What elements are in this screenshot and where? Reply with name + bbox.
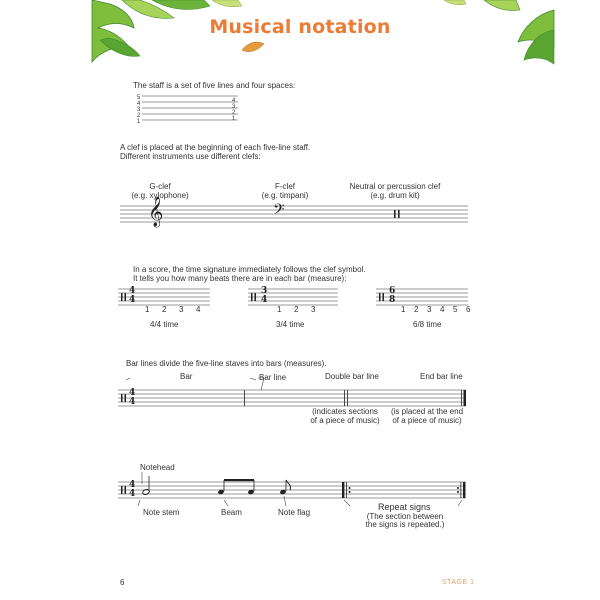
time-label-4-4: 4/4 time — [150, 320, 179, 329]
g-clef-name: G-clef — [149, 182, 171, 191]
beat-number: 2 — [414, 305, 419, 314]
time-signature-4-4: 4 4 — [129, 388, 136, 407]
bar-line-icon — [244, 390, 245, 406]
line-number: 5 — [137, 95, 141, 101]
end-bar-note-1: (is placed at the end — [390, 407, 464, 416]
beat-number: 6 — [466, 305, 471, 314]
repeat-note-1: (The section between — [366, 512, 444, 521]
beat-number: 4 — [196, 305, 201, 314]
line-number: 1 — [137, 119, 141, 125]
repeat-note-2: the signs is repeated.) — [365, 520, 445, 529]
staff-intro-text: The staff is a set of five lines and four spaces: — [133, 81, 296, 90]
beat-number: 1 — [277, 305, 282, 314]
beam-label: Beam — [221, 508, 242, 517]
clef-intro-line-1: A clef is placed at the beginning of each five-line staff. — [120, 143, 311, 152]
end-bar-line-icon — [461, 390, 462, 406]
time-signature-4-4: 4 4 — [129, 480, 136, 499]
space-number: 2 — [232, 110, 236, 116]
f-clef-name: F-clef — [275, 182, 295, 191]
g-clef-icon: 𝄞 — [148, 197, 164, 227]
space-number: 3 — [232, 104, 236, 110]
time-signature-6-8: 6 8 — [389, 286, 396, 305]
clef-intro-line-2: Different instruments use different clefs: — [120, 152, 261, 161]
bar-intro-text: Bar lines divide the five-line staves into bars (measures). — [126, 359, 327, 368]
double-bar-note-1: (indicates sections — [312, 407, 378, 416]
stage-label: STAGE 1 — [442, 579, 475, 586]
note-stem-label: Note stem — [143, 508, 180, 517]
space-number: 1 — [232, 116, 236, 122]
repeat-signs-label: Repeat signs — [378, 502, 431, 512]
beat-number: 4 — [440, 305, 445, 314]
double-bar-note-2: of a piece of music) — [310, 416, 380, 425]
notehead-label: Notehead — [140, 463, 175, 472]
beat-number: 5 — [453, 305, 458, 314]
clef-staff — [120, 201, 470, 234]
page-title: Musical notation — [209, 16, 391, 38]
page-number: 6 — [120, 578, 125, 587]
percussion-clef-example: (e.g. drum kit) — [370, 191, 420, 200]
beat-number: 3 — [179, 305, 184, 314]
f-clef-icon: 𝄢 — [273, 201, 285, 222]
note-flag-label: Note flag — [278, 508, 311, 517]
double-bar-line-label: Double bar line — [325, 372, 379, 381]
line-number: 4 — [137, 101, 141, 107]
bar-line-label: Bar line — [259, 373, 287, 382]
bar-label: Bar — [180, 372, 193, 381]
time-intro-line-2: It tells you how many beats there are in each bar (measure): — [133, 274, 347, 283]
double-bar-line-icon — [344, 390, 345, 406]
beat-number: 2 — [294, 305, 299, 314]
beat-number: 1 — [145, 305, 150, 314]
time-label-3-4: 3/4 time — [276, 320, 305, 329]
beat-number: 3 — [311, 305, 316, 314]
line-number: 3 — [137, 107, 141, 113]
space-number: 4 — [232, 98, 236, 104]
line-number: 2 — [137, 113, 141, 119]
f-clef-example: (e.g. timpani) — [261, 191, 309, 200]
beat-number: 2 — [162, 305, 167, 314]
end-bar-line-label: End bar line — [420, 372, 463, 381]
percussion-clef-name: Neutral or percussion clef — [349, 182, 441, 191]
percussion-clef-icon — [394, 210, 396, 218]
end-bar-note-2: of a piece of music) — [392, 416, 462, 425]
g-clef-example: (e.g. xylophone) — [131, 191, 189, 200]
beat-number: 3 — [427, 305, 432, 314]
staff-diagram — [130, 94, 260, 129]
time-intro-line-1: In a score, the time signature immediately follows the clef symbol. — [133, 265, 366, 274]
beamed-notes-icon — [217, 479, 254, 495]
time-label-6-8: 6/8 time — [413, 320, 442, 329]
time-signature-3-4: 3 4 — [261, 286, 268, 305]
time-signature-4-4: 4 4 — [129, 286, 136, 305]
beat-number: 1 — [401, 305, 406, 314]
